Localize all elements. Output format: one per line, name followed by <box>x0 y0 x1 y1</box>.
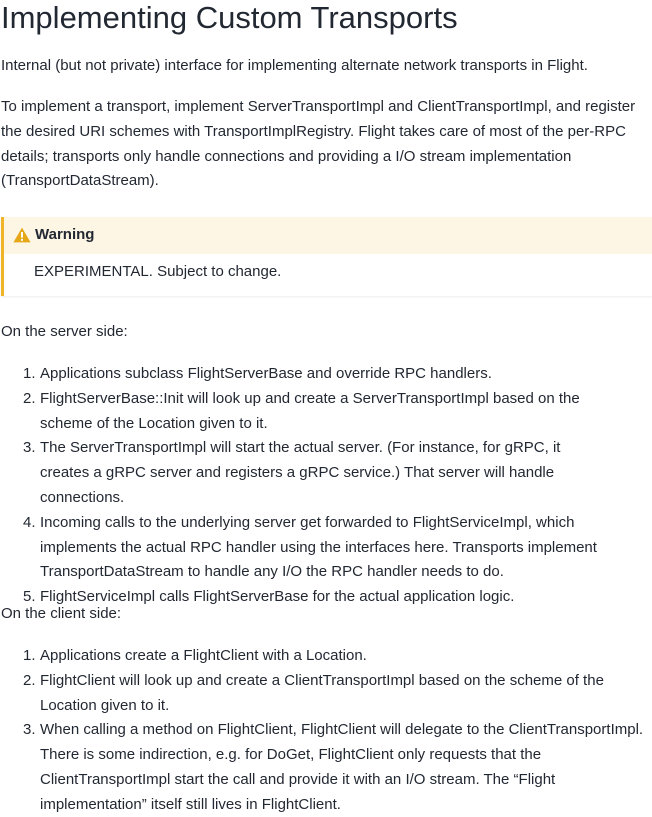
list-item <box>1 669 647 719</box>
list-number: 3. <box>23 439 36 457</box>
list-item <box>1 511 611 585</box>
list-item-text: FlightClient will look up and create a ClientTransportImpl based on the scheme of the Location given to it. <box>40 671 604 714</box>
list-item <box>1 436 611 510</box>
server-steps-list <box>1 362 611 610</box>
warning-title-bar <box>4 217 652 254</box>
intro-paragraph: Internal (but not private) interface for implementing alternate network transports in Flight. <box>1 57 588 74</box>
warning-admonition <box>1 217 652 296</box>
list-item-text: Incoming calls to the underlying server get forwarded to FlightServiceImpl, which implements the actual RPC handler using the interfaces here. Transports implement TransportDataStream to handle any I/O the RPC handler needs to do. <box>40 513 597 581</box>
warning-title: Warning <box>35 226 95 244</box>
list-item-text: The ServerTransportImpl will start the actual server. (For instance, for gRPC, it creates a gRPC server and registers a gRPC service.) That server will handle connections. <box>40 439 561 506</box>
list-item-text: When calling a method on FlightClient, FlightClient will delegate to the ClientTransportImpl. There is some indirection, e.g. for DoGet, FlightClient only requests that the ClientTransportImpl start the call and provide it with an I/O stream. The “Flight implementation” itself still lives in FlightClient. <box>40 721 644 813</box>
list-item <box>1 362 611 387</box>
server-side-heading: On the server side: <box>1 323 128 340</box>
list-item <box>1 387 611 437</box>
list-item <box>1 644 647 669</box>
list-number: 5. <box>23 588 36 606</box>
client-side-heading: On the client side: <box>1 605 122 622</box>
list-number: 1. <box>23 365 36 382</box>
list-item-text: Applications create a FlightClient with a Location. <box>40 647 367 664</box>
list-number: 2. <box>23 671 36 689</box>
page-title: Implementing Custom Transports <box>1 0 458 35</box>
client-steps-list <box>1 644 647 817</box>
list-item <box>1 718 647 817</box>
warning-body: EXPERIMENTAL. Subject to change. <box>34 263 282 280</box>
list-number: 2. <box>23 389 36 407</box>
list-item-text: FlightServiceImpl calls FlightServerBase for the actual application logic. <box>40 588 515 606</box>
list-item-text: FlightServerBase::Init will look up and create a ServerTransportImpl based on the scheme of the Location given to it. <box>40 389 580 432</box>
list-number: 4. <box>23 513 36 531</box>
list-number: 3. <box>23 721 36 739</box>
list-number: 1. <box>23 647 36 664</box>
implement-paragraph: To implement a transport, implement ServerTransportImpl and ClientTransportImpl, and register the desired URI schemes with TransportImplRegistry. Flight takes care of most of the per-RPC details; transports only handle connections and providing a I/O stream implementation (TransportDataStream). <box>1 98 636 190</box>
list-item-text: Applications subclass FlightServerBase and override RPC handlers. <box>40 365 492 382</box>
warning-icon <box>13 227 31 243</box>
